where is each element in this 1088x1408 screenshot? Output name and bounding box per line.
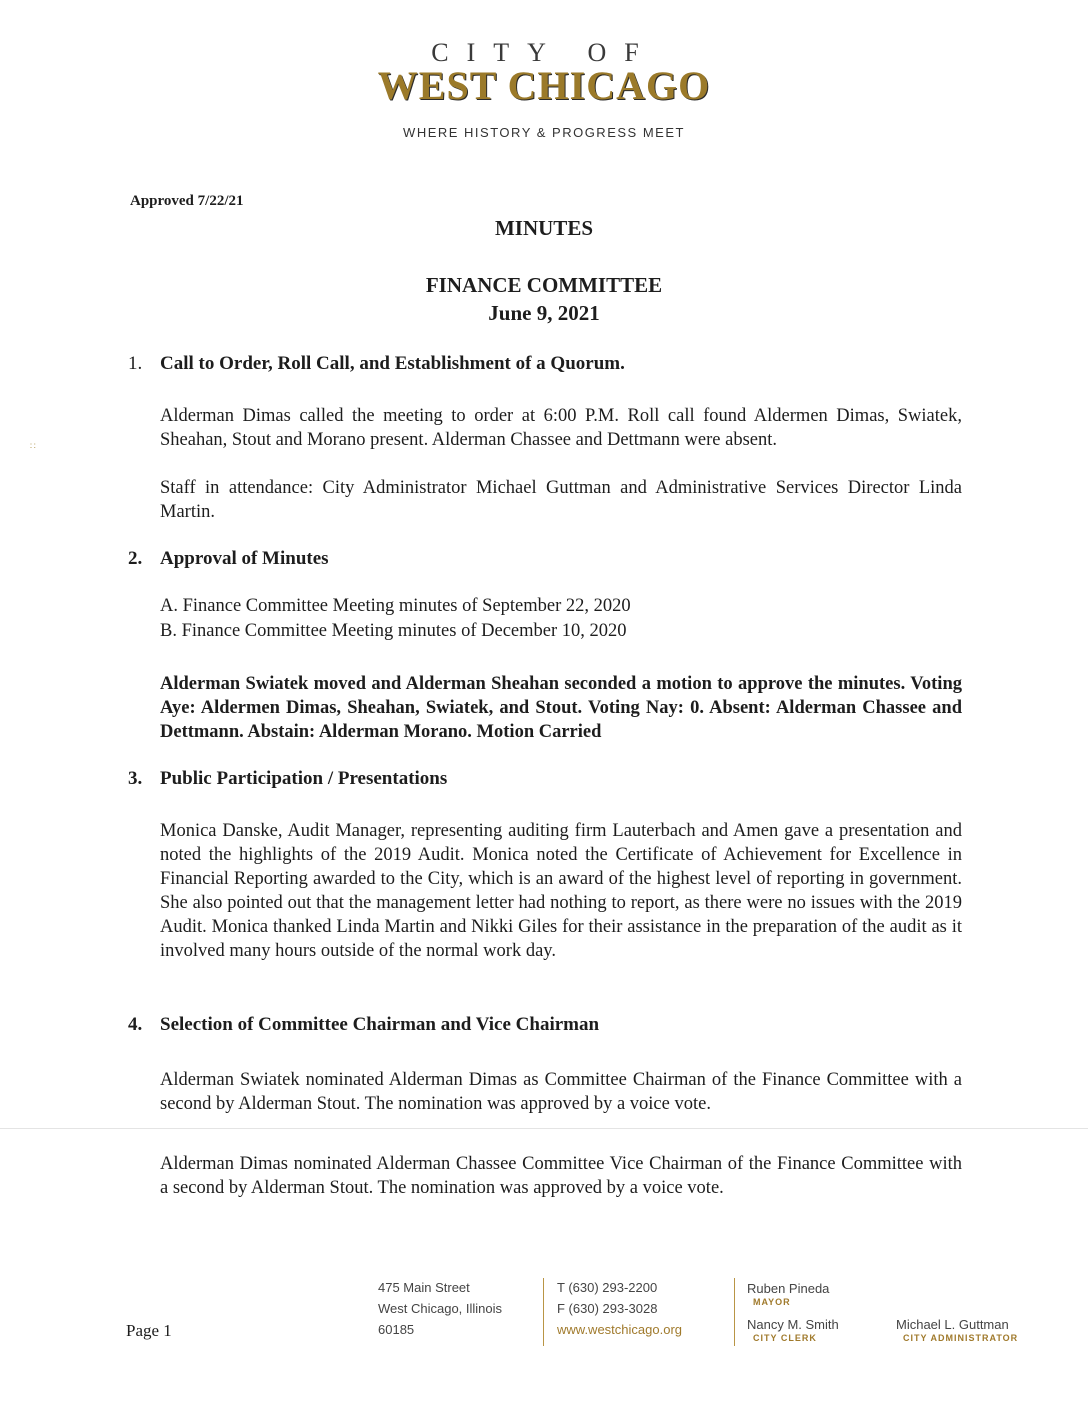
committee-name: FINANCE COMMITTEE — [425, 273, 663, 297]
section-heading — [128, 768, 447, 790]
section-number: 3. — [128, 768, 143, 789]
document-title: MINUTES — [494, 216, 594, 240]
paragraph: Alderman Swiatek nominated Alderman Dimas as Committee Chairman of the Finance Committee with a second by Alderman Stout. The nomination was approved by a voice vote. — [160, 1070, 962, 1114]
logo-west-chicago: WEST CHICAGO — [377, 63, 711, 108]
approved-note: Approved 7/22/21 — [130, 193, 244, 209]
footer-contact — [557, 1277, 682, 1340]
address-line: 60185 — [378, 1322, 415, 1337]
section-number: 4. — [128, 1014, 143, 1035]
scan-divider — [0, 1128, 1088, 1129]
list-item: B. Finance Committee Meeting minutes of December 10, 2020 — [160, 621, 627, 641]
section-title: Public Participation / Presentations — [160, 768, 448, 789]
list-item: A. Finance Committee Meeting minutes of September 22, 2020 — [160, 596, 631, 616]
official-name: Nancy M. Smith — [747, 1317, 839, 1332]
section-title: Selection of Committee Chairman and Vice Chairman — [160, 1014, 600, 1035]
section-number: 2. — [128, 548, 143, 569]
official-name: Michael L. Guttman — [896, 1317, 1009, 1332]
official-name: Ruben Pineda — [747, 1281, 830, 1296]
section-heading — [128, 1014, 599, 1036]
paragraph: Staff in attendance: City Administrator Michael Guttman and Administrative Services Director Linda Martin. — [160, 478, 962, 522]
tagline: WHERE HISTORY & PROGRESS MEET — [403, 125, 685, 140]
footer-divider — [734, 1278, 735, 1346]
address-line: West Chicago, Illinois — [378, 1301, 503, 1316]
meeting-date: June 9, 2021 — [488, 301, 600, 325]
official-role: CITY ADMINISTRATOR — [903, 1333, 1019, 1343]
official-role: MAYOR — [753, 1297, 791, 1307]
logo-city-of: CITY OF — [431, 38, 657, 67]
footer-divider — [543, 1278, 544, 1346]
section-heading — [128, 548, 329, 570]
page-number: Page 1 — [126, 1321, 172, 1340]
motion-text: Alderman Swiatek moved and Alderman Sheahan seconded a motion to approve the minutes. Voting Aye: Aldermen Dimas, Sheahan, Swiatek, and Stout. Voting Nay: 0. Absent: Alderman Chassee and Dettmann. Abstain: Alderman Morano. Motion Carried — [160, 674, 962, 742]
address-line: 475 Main Street — [378, 1280, 470, 1295]
paragraph: Alderman Dimas nominated Alderman Chassee Committee Vice Chairman of the Finance Committee with a second by Alderman Stout. The nomination was approved by a voice vote. — [160, 1154, 962, 1198]
official-role: CITY CLERK — [753, 1333, 817, 1343]
fax-number: F (630) 293-3028 — [557, 1301, 658, 1316]
section-title: Approval of Minutes — [160, 548, 329, 569]
phone-number: T (630) 293-2200 — [557, 1280, 658, 1295]
paragraph: Monica Danske, Audit Manager, representing auditing firm Lauterbach and Amen gave a presentation and noted the highlights of the 2019 Audit. Monica noted the Certificate of Achievement for Excellence in Financial Reporting awarded to the City, which is an award of the highest level of reporting in government. She also pointed out that the management letter had nothing to report, as there were no issues with the 2019 Audit. Monica thanked Linda Martin and Nikki Giles for their assistance in the preparation of the audit as it involved many hours outside of the normal work day. — [160, 821, 962, 961]
section-title: Call to Order, Roll Call, and Establishment of a Quorum. — [160, 353, 625, 374]
website-link[interactable]: www.westchicago.org — [557, 1322, 682, 1337]
section-number: 1. — [128, 353, 143, 374]
margin-mark: ∷ — [30, 441, 36, 451]
footer-address — [378, 1277, 502, 1340]
paragraph: Alderman Dimas called the meeting to order at 6:00 P.M. Roll call found Aldermen Dimas, Swiatek, Sheahan, Stout and Morano present. Alderman Chassee and Dettmann were absent. — [160, 406, 962, 450]
section-heading — [128, 353, 625, 375]
